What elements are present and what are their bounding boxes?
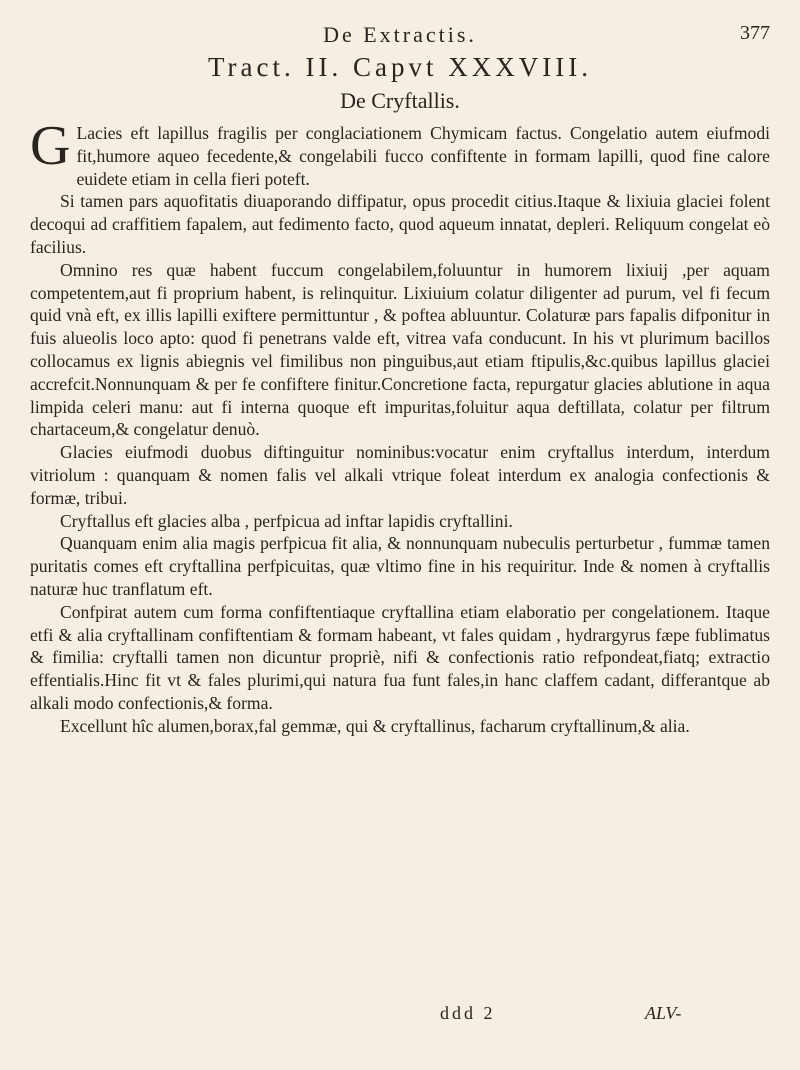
paragraph-3: Omnino res quæ habent fuccum congelabilem,foluuntur in humorem lixiuij ,per aquam competentem,aut fi proprium habent, is relinquitur. Lixiuium colatur diligenter ad purum, vel fi fecum quid vnà eft, ex illis lapilli exiftere permittuntur , & poftea abluuntur. Colaturæ pars fapalis difponitur in fuis alueolis loco apto: quod fi penetrans valde eft, vitrea vafa conducunt. In his vt plurimum bacillos collocamus ex lignis abiegnis vel fimilibus non pinguibus,aut etiam ftipulis,&c.quibus lapillus glaciei accrefcit.Nonnunquam & per fe confiftere finitur.Concretione facta, repurgatur glacies ablutione in aqua limpida celeri manu: aut fi interna quoque eft impuritas,foluitur aqua deftillata, colatur per filtrum chartaceum,& congelatur denuò. (30, 259, 770, 440)
page-number: 377 (740, 22, 770, 44)
paragraph-2: Si tamen pars aquofitatis diuaporando diffipatur, opus procedit citius.Itaque & lixiuia glaciei folent decoqui ad craffitiem fapalem, aut fedimento facto, quod aqueum innatat, depleri. Reliquum congelat eò facilius. (30, 191, 770, 257)
paragraph-5: Cryftallus eft glacies alba , perfpicua ad inftar lapidis cryftallini. (60, 510, 513, 531)
paragraph-1 (30, 115, 770, 190)
chapter-heading: Tract. II. Capvt XXXVIII. (208, 52, 592, 82)
paragraph-8: Excellunt hîc alumen,borax,fal gemmæ, qui & cryftallinus, facharum cryftallinum,& alia. (60, 715, 690, 736)
body-text (30, 115, 770, 738)
section-title: De Cryftallis. (340, 88, 460, 113)
paragraph-7: Confpirat autem cum forma confiftentiaque cryftallina etiam elaboratio per congelationem. Itaque etfi & alia cryftallinam confiftentiam & formam habeant, vt fales quidam , hydrargyrus fæpe fublimatus & fimilia: cryftalli tamen non dicuntur propriè, nifi & confectionis ratio refpondeat,fiatq; extractio effentialis.Hinc fit vt & fales plurimi,qui natura fua funt fales,in hanc claffem cadant, differantque ab alkali modo confectionis,& forma. (30, 601, 770, 713)
drop-cap: G (30, 115, 71, 177)
running-title: De Extractis. (323, 22, 477, 47)
catchword: ALV- (645, 1003, 682, 1023)
page-footer (0, 1003, 800, 1027)
paragraph-1-text: Lacies eft lapillus fragilis per conglaciationem Chymicam factus. Congelatio autem eiufmodi fit,humore aqueo fecedente,& congelabili fucco confiftente in formam lapilli, quod fine calore euidete etiam in cella fieri poteft. (76, 123, 770, 189)
running-head (0, 22, 800, 52)
signature-mark: ddd 2 (440, 1003, 496, 1023)
paragraph-6: Quanquam enim alia magis perfpicua fit alia, & nonnunquam nubeculis perturbetur , fummæ tamen puritatis comes eft cryftallina perfpicuitas, quæ vltimo fine in his requiritur. Inde & nomen à cryftallis naturæ huc tranflatum eft. (30, 533, 770, 599)
paragraph-4: Glacies eiufmodi duobus diftinguitur nominibus:vocatur enim cryftallus interdum, interdum vitriolum : quanquam & nomen falis vel alkali vtrique foleat interdum ex analogia confectionis & formæ, tribui. (30, 442, 770, 508)
